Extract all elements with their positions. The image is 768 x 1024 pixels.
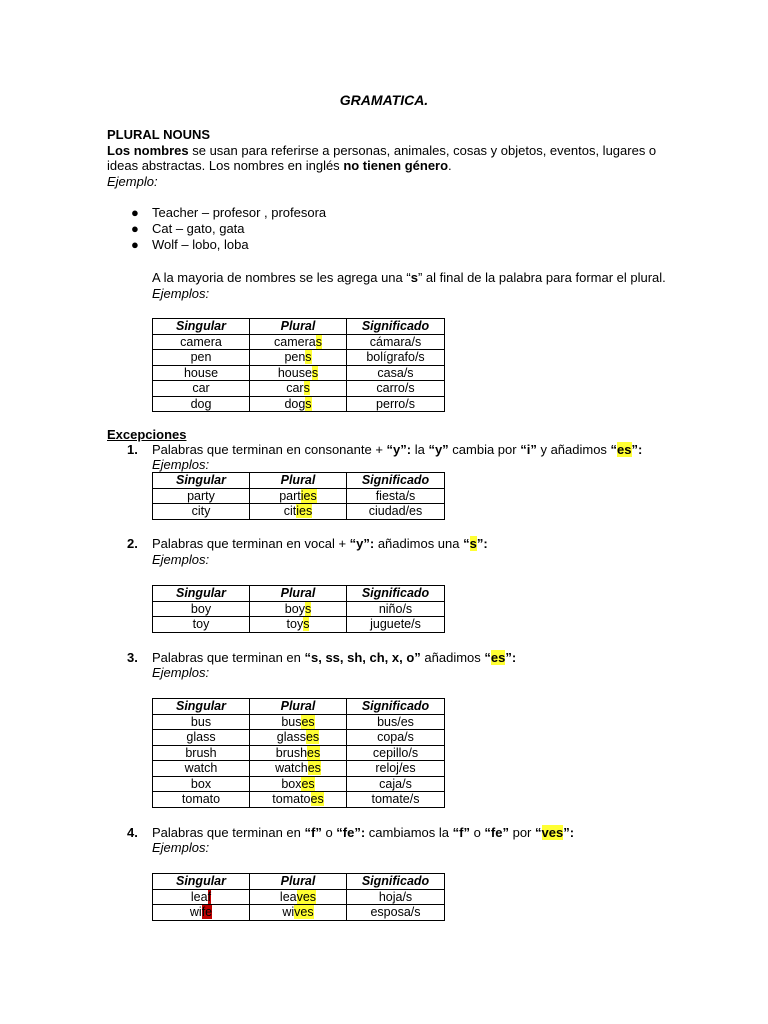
cell-meaning: copa/s	[347, 730, 445, 746]
examples-label: Ejemplos:	[152, 552, 210, 567]
cell-meaning: niño/s	[347, 601, 445, 617]
table-row	[153, 396, 445, 412]
header-meaning: Significado	[347, 874, 445, 890]
header-meaning: Significado	[347, 586, 445, 602]
cell-meaning: cámara/s	[347, 334, 445, 350]
cell-singular: tomato	[153, 792, 250, 808]
cell-meaning: tomate/s	[347, 792, 445, 808]
cell-plural: toys	[250, 617, 347, 633]
bullet-dot-icon: ●	[131, 221, 139, 236]
cell-singular: toy	[153, 617, 250, 633]
examples-label: Ejemplos:	[152, 840, 210, 855]
cell-plural: cities	[250, 504, 347, 520]
header-singular: Singular	[153, 586, 250, 602]
examples-label: Ejemplos:	[152, 457, 210, 472]
cell-plural: wives	[250, 905, 347, 921]
bullet-dot-icon: ●	[131, 205, 139, 220]
table-row	[153, 350, 445, 366]
table-row	[153, 905, 445, 921]
page-title: GRAMATICA.	[339, 92, 429, 108]
header-plural: Plural	[250, 586, 347, 602]
cell-singular: box	[153, 776, 250, 792]
exceptions-heading: Excepciones	[107, 427, 187, 442]
examples-label: Ejemplos:	[152, 285, 210, 301]
table-row	[153, 601, 445, 617]
table-row	[153, 776, 445, 792]
example-label: Ejemplo:	[107, 173, 158, 189]
cell-singular: leaf	[153, 889, 250, 905]
cell-singular: boy	[153, 601, 250, 617]
cell-singular: party	[153, 488, 250, 504]
header-plural: Plural	[250, 699, 347, 715]
table-row	[153, 761, 445, 777]
header-meaning: Significado	[347, 319, 445, 335]
table-header-row	[153, 586, 445, 602]
cell-plural: boys	[250, 601, 347, 617]
examples-label: Ejemplos:	[152, 665, 210, 680]
cell-plural: glasses	[250, 730, 347, 746]
cell-plural: boxes	[250, 776, 347, 792]
intro-paragraph: Los nombres se usan para referirse a personas, animales, cosas y objetos, eventos, lugares o	[107, 142, 657, 158]
header-plural: Plural	[250, 874, 347, 890]
cell-meaning: ciudad/es	[347, 504, 445, 520]
header-meaning: Significado	[347, 473, 445, 489]
plural-table-ex4	[152, 873, 445, 921]
table-row	[153, 617, 445, 633]
cell-meaning: hoja/s	[347, 889, 445, 905]
bullet-dot-icon: ●	[131, 237, 139, 252]
cell-meaning: fiesta/s	[347, 488, 445, 504]
cell-meaning: carro/s	[347, 381, 445, 397]
cell-plural: buses	[250, 714, 347, 730]
cell-singular: pen	[153, 350, 250, 366]
cell-plural: cameras	[250, 334, 347, 350]
table-row	[153, 714, 445, 730]
cell-plural: pens	[250, 350, 347, 366]
cell-singular: car	[153, 381, 250, 397]
table-row	[153, 730, 445, 746]
plural-table-main	[152, 318, 445, 412]
cell-meaning: caja/s	[347, 776, 445, 792]
cell-meaning: perro/s	[347, 396, 445, 412]
cell-meaning: bus/es	[347, 714, 445, 730]
cell-singular: city	[153, 504, 250, 520]
section-heading: PLURAL NOUNS	[107, 127, 211, 142]
table-row	[153, 889, 445, 905]
cell-plural: cars	[250, 381, 347, 397]
header-plural: Plural	[250, 473, 347, 489]
bullet-item: ● Wolf – lobo, loba	[131, 237, 249, 252]
table-row	[153, 504, 445, 520]
plural-table-ex3	[152, 698, 445, 808]
cell-plural: leaves	[250, 889, 347, 905]
table-row	[153, 381, 445, 397]
cell-singular: camera	[153, 334, 250, 350]
document-page: GRAMATICA. PLURAL NOUNS Los nombres se usan para referirse a personas, animales, cosas y objetos, eventos, lugares o ideas abstractas. Los nombres en inglés no tienen género. Ejemplo: ● Teacher – profesor , profesora ● Cat – gato, gata ● Wolf – lobo, loba A la mayoria de nombres se les agrega una “s” al final de la palabra para formar el plural. Ejemplos: Singular Plural Significado camera cameras cámara/s pen pens bolígrafo/s house houses casa/s car cars carro/s dog dogs perro/s Excepciones 1. Palabras que terminan en consonante + “y”: la “y” cambia por “i” y añadimos “es”: Ejemplos: Singular Plural Significado party parties fiesta/s city cities ciudad/es 2. Palabras que terminan en vocal + “y”: añadimos una “s”: Ejemplos: Singular Plural Significado boy boys niño/s toy toys juguete/s 3. Palabras que terminan en “s, ss, sh, ch, x, o” añadimos “es”: Ejemplos: Singular Plural Significado bus buses bus/es glass glasses copa/s brush brushes cepillo/s watch watches reloj/es box boxes caja/s tomato tomatoes tomate/s 4. Palabras que terminan en “f” o “fe”: cambiamos la “f” o “fe” por “ves”: Ejemplos: Singular Plural Significado leaf leaves hoja/s wife wives esposa/s	[0, 0, 768, 1024]
cell-plural: dogs	[250, 396, 347, 412]
header-singular: Singular	[153, 874, 250, 890]
intro-section	[107, 127, 667, 189]
table-row	[153, 365, 445, 381]
cell-singular: house	[153, 365, 250, 381]
cell-meaning: bolígrafo/s	[347, 350, 445, 366]
plural-table-ex1	[152, 472, 445, 520]
cell-singular: bus	[153, 714, 250, 730]
header-meaning: Significado	[347, 699, 445, 715]
cell-singular: dog	[153, 396, 250, 412]
bullet-list	[107, 205, 326, 253]
cell-singular: brush	[153, 745, 250, 761]
header-singular: Singular	[153, 473, 250, 489]
table-header-row	[153, 699, 445, 715]
bullet-item: ● Cat – gato, gata	[131, 221, 245, 236]
header-singular: Singular	[153, 699, 250, 715]
cell-plural: parties	[250, 488, 347, 504]
table-header-row	[153, 319, 445, 335]
table-header-row	[153, 874, 445, 890]
cell-meaning: casa/s	[347, 365, 445, 381]
table-row	[153, 792, 445, 808]
cell-meaning: cepillo/s	[347, 745, 445, 761]
bullet-item: ● Teacher – profesor , profesora	[131, 205, 327, 220]
cell-singular: wife	[153, 905, 250, 921]
table-row	[153, 488, 445, 504]
cell-plural: brushes	[250, 745, 347, 761]
cell-plural: houses	[250, 365, 347, 381]
header-singular: Singular	[153, 319, 250, 335]
cell-plural: tomatoes	[250, 792, 347, 808]
header-plural: Plural	[250, 319, 347, 335]
cell-meaning: juguete/s	[347, 617, 445, 633]
cell-singular: glass	[153, 730, 250, 746]
plural-table-ex2	[152, 585, 445, 633]
table-header-row	[153, 473, 445, 489]
table-row	[153, 334, 445, 350]
cell-plural: watches	[250, 761, 347, 777]
cell-singular: watch	[153, 761, 250, 777]
table-row	[153, 745, 445, 761]
intro-paragraph-line2: ideas abstractas. Los nombres en inglés no tienen género.	[107, 158, 452, 173]
rule-text: A la mayoria de nombres se les agrega una “s” al final de la palabra para formar el plural. Ejemplos:	[152, 270, 712, 301]
cell-meaning: reloj/es	[347, 761, 445, 777]
cell-meaning: esposa/s	[347, 905, 445, 921]
